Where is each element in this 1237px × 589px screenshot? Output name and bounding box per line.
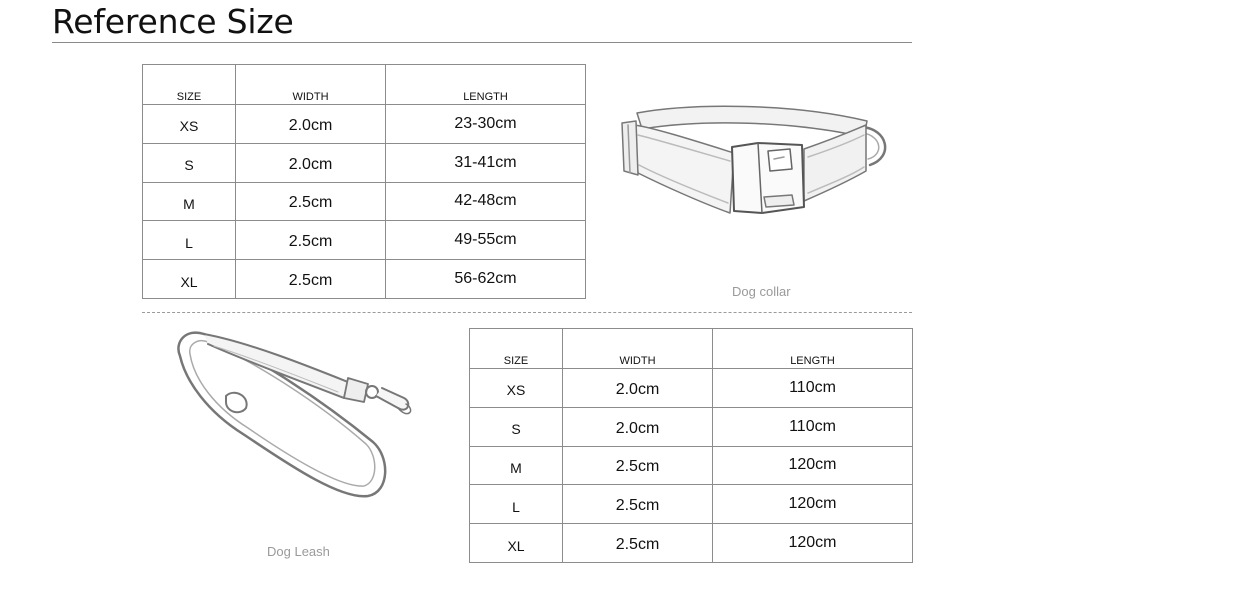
size-cell: XL [143, 260, 236, 299]
length-cell: 120cm [713, 524, 913, 563]
width-cell: 2.0cm [236, 105, 386, 144]
table-row [470, 485, 913, 524]
table-row [143, 143, 586, 182]
width-cell: 2.0cm [563, 407, 713, 446]
leash-caption: Dog Leash [267, 544, 330, 559]
size-cell: S [470, 407, 563, 446]
length-header: LENGTH [713, 329, 913, 369]
length-cell: 120cm [713, 485, 913, 524]
collar-caption: Dog collar [732, 284, 791, 299]
length-cell: 110cm [713, 407, 913, 446]
section-divider [142, 312, 912, 313]
width-cell: 2.0cm [563, 369, 713, 408]
table-row [470, 407, 913, 446]
table-row [143, 105, 586, 144]
width-cell: 2.5cm [236, 182, 386, 221]
size-cell: XL [470, 524, 563, 563]
table-row [143, 182, 586, 221]
width-header: WIDTH [236, 65, 386, 105]
dog-collar-illustration [612, 95, 902, 270]
table-header-row [143, 65, 586, 105]
dog-leash-illustration [168, 322, 428, 507]
size-header: SIZE [470, 329, 563, 369]
size-cell: XS [470, 369, 563, 408]
width-cell: 2.5cm [563, 446, 713, 485]
width-cell: 2.5cm [563, 524, 713, 563]
table-row [470, 524, 913, 563]
collar-size-table [142, 64, 586, 299]
length-cell: 56-62cm [386, 260, 586, 299]
width-cell: 2.5cm [563, 485, 713, 524]
size-header: SIZE [143, 65, 236, 105]
size-cell: L [470, 485, 563, 524]
table-row [470, 446, 913, 485]
size-cell: S [143, 143, 236, 182]
size-cell: L [143, 221, 236, 260]
width-cell: 2.5cm [236, 221, 386, 260]
table-row [143, 221, 586, 260]
length-cell: 110cm [713, 369, 913, 408]
size-cell: M [470, 446, 563, 485]
table-row [143, 260, 586, 299]
leash-size-table [469, 328, 913, 563]
width-header: WIDTH [563, 329, 713, 369]
length-cell: 31-41cm [386, 143, 586, 182]
length-header: LENGTH [386, 65, 586, 105]
size-cell: M [143, 182, 236, 221]
size-cell: XS [143, 105, 236, 144]
width-cell: 2.5cm [236, 260, 386, 299]
length-cell: 120cm [713, 446, 913, 485]
width-cell: 2.0cm [236, 143, 386, 182]
title-divider [52, 42, 912, 43]
length-cell: 49-55cm [386, 221, 586, 260]
table-row [470, 369, 913, 408]
page-title: Reference Size [52, 2, 294, 41]
length-cell: 42-48cm [386, 182, 586, 221]
table-header-row [470, 329, 913, 369]
length-cell: 23-30cm [386, 105, 586, 144]
